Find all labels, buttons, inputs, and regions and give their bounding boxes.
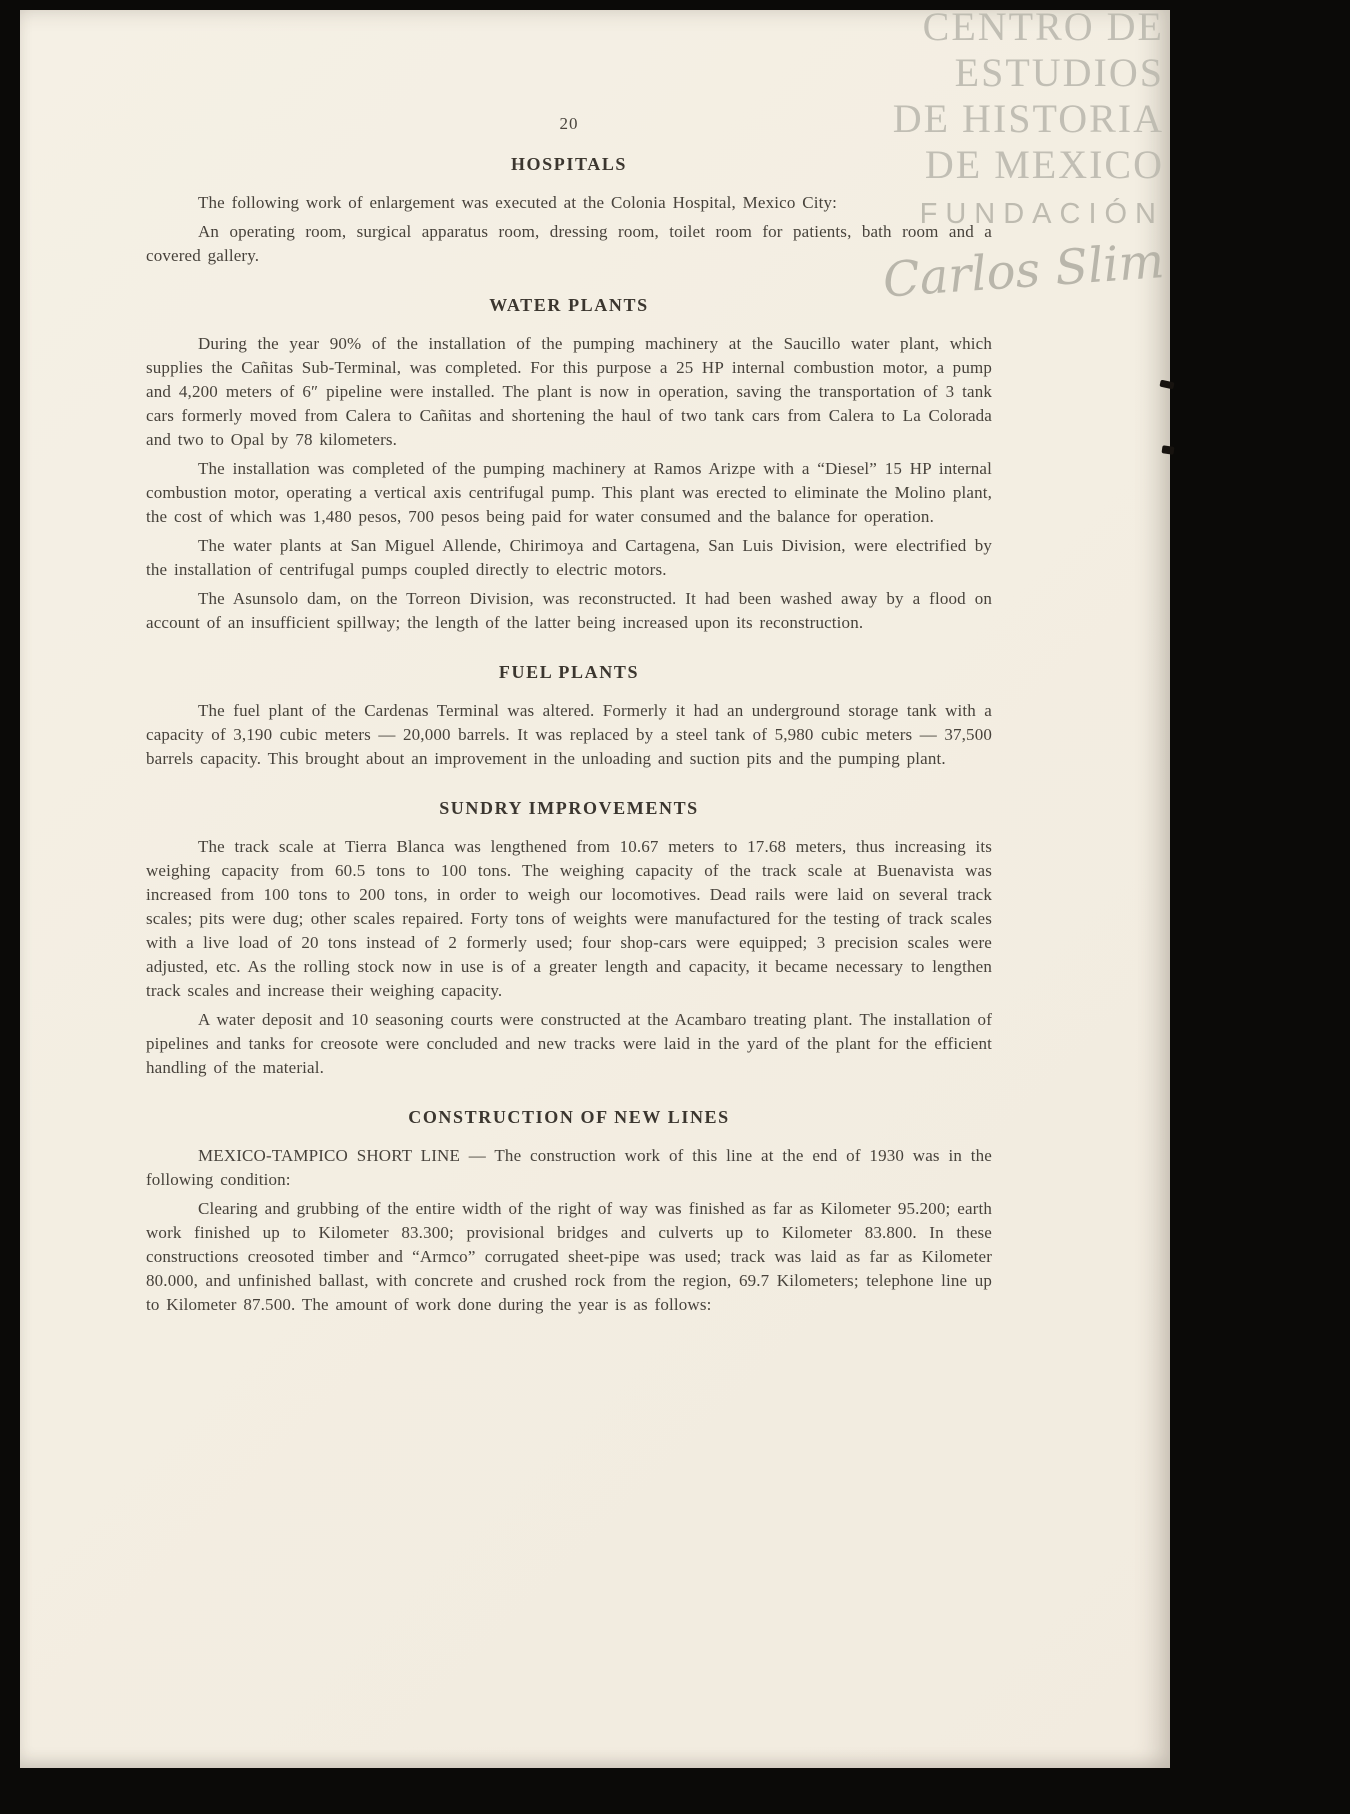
watermark-line: DE MEXICO xyxy=(924,142,1164,187)
paragraph: The fuel plant of the Cardenas Terminal was altered. Formerly it had an underground storage tank with a capacity of 3,190 cubic meters — 20,000 barrels. It was replaced by a steel tank of 5,980 cubic meters — 37,500 barrels capacity. This brought about an improvement in the unloading and suction pits and the pumping plant. xyxy=(146,701,992,768)
page-content xyxy=(146,114,992,1322)
paragraph: MEXICO-TAMPICO SHORT LINE — The construction work of this line at the end of 1930 was in the following condition: xyxy=(146,1146,992,1189)
paragraph: The following work of enlargement was executed at the Colonia Hospital, Mexico City: xyxy=(198,193,838,212)
paragraph: The water plants at San Miguel Allende, Chirimoya and Cartagena, San Luis Division, were electrified by the installation of centrifugal pumps coupled directly to electric motors. xyxy=(146,536,992,579)
paragraph: The track scale at Tierra Blanca was lengthened from 10.67 meters to 17.68 meters, thus increasing its weighing capacity from 60.5 tons to 100 tons. The weighing capacity of the track scale at Buenavista was increased from 100 tons to 200 tons, in order to weigh our locomotives. Dead rails were laid on several track scales; pits were dug; other scales repaired. Forty tons of weights were manufactured for the testing of track scales with a live load of 20 tons instead of 2 formerly used; four shop-cars were equipped; 3 precision scales were adjusted, etc. As the rolling stock now in use is of a greater length and capacity, it became necessary to lengthen track scales and increase their weighing capacity. xyxy=(146,837,992,1000)
watermark-line: CENTRO DE xyxy=(922,4,1164,49)
paragraph: The Asunsolo dam, on the Torreon Division, was reconstructed. It had been washed away by a flood on account of an insufficient spillway; the length of the latter being increased upon its reconstruction. xyxy=(146,589,992,632)
paragraph: An operating room, surgical apparatus room, dressing room, toilet room for patients, bath room and a covered gallery. xyxy=(146,222,992,265)
paragraph: During the year 90% of the installation of the pumping machinery at the Saucillo water plant, which supplies the Cañitas Sub-Terminal, was completed. For this purpose a 25 HP internal combustion motor, a pump and 4,200 meters of 6″ pipeline were installed. The plant is now in operation, saving the transportation of 3 tank cars formerly moved from Calera to Cañitas and shortening the haul of two tank cars from Calera to La Colorada and two to Opal by 78 kilometers. xyxy=(146,334,992,449)
scan-artifact xyxy=(1159,380,1174,390)
section-title-fuel-plants: FUEL PLANTS xyxy=(498,662,640,682)
section-title-sundry-improvements: SUNDRY IMPROVEMENTS xyxy=(439,798,699,818)
section-title-water-plants: WATER PLANTS xyxy=(489,295,649,315)
watermark-line: DE HISTORIA xyxy=(892,96,1164,141)
watermark-foundation-label: FUNDACIÓN xyxy=(919,198,1164,230)
paragraph: A water deposit and 10 seasoning courts were constructed at the Acambaro treating plant. The installation of pipelines and tanks for creosote were concluded and new tracks were laid in the yard of the plant for the efficient handling of the material. xyxy=(146,1010,992,1077)
paragraph: The installation was completed of the pumping machinery at Ramos Arizpe with a “Diesel” 15 HP internal combustion motor, operating a vertical axis centrifugal pump. This plant was erected to eliminate the Molino plant, the cost of which was 1,480 pesos, 700 pesos being paid for water consumed and the balance for operation. xyxy=(146,459,992,526)
watermark-signature: Carlos Slim xyxy=(881,233,1166,309)
section-title-construction-new-lines: CONSTRUCTION OF NEW LINES xyxy=(408,1107,730,1127)
page-number: 20 xyxy=(559,114,579,133)
scan-artifact xyxy=(1162,445,1175,455)
section-title-hospitals: HOSPITALS xyxy=(510,154,628,174)
paragraph: Clearing and grubbing of the entire width of the right of way was finished as far as Kilometer 95.200; earth work finished up to Kilometer 83.300; provisional bridges and culverts up to Kilometer 83.800. In these constructions creosoted timber and “Armco” corrugated sheet-pipe was used; track was laid as far as Kilometer 80.000, and unfinished ballast, with concrete and crushed rock from the region, 69.7 Kilometers; telephone line up to Kilometer 87.500. The amount of work done during the year is as follows: xyxy=(146,1199,992,1314)
watermark-line: ESTUDIOS xyxy=(954,50,1164,95)
document-page xyxy=(20,10,1170,1768)
